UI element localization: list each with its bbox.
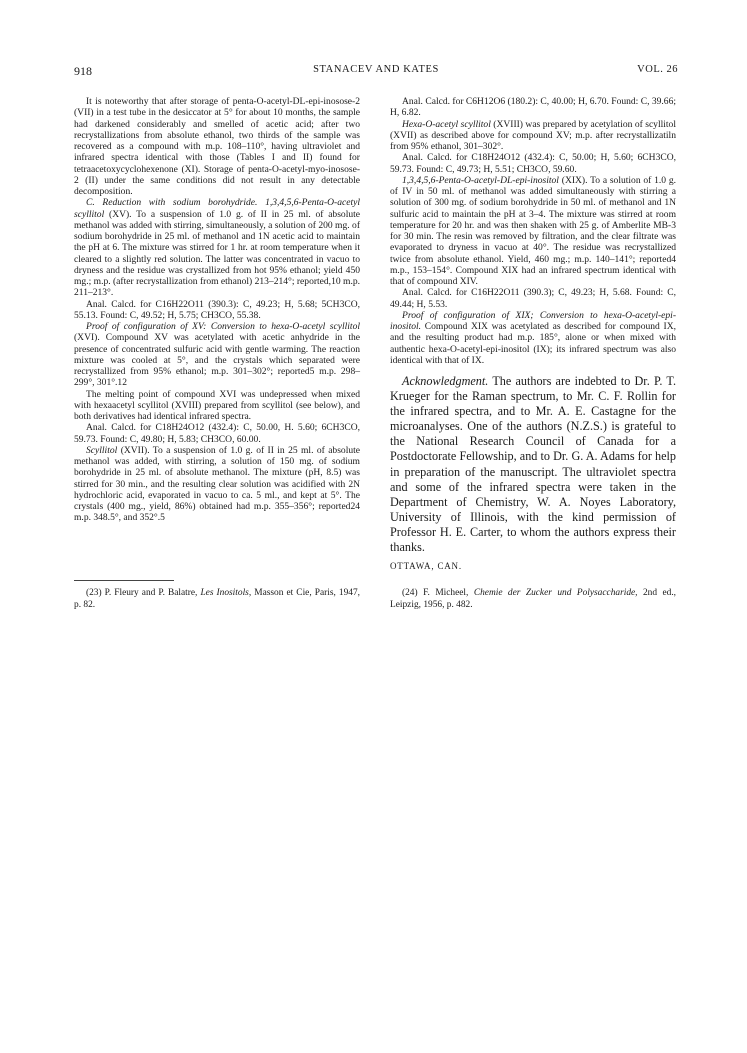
footnote-24: (24) F. Micheel, Chemie der Zucker und Polysaccharide, 2nd ed., Leipzig, 1956, p. 482. xyxy=(390,588,677,610)
paragraph-storage: It is noteworthy that after storage of penta-O-acetyl-DL-epi-inosose-2 (VII) in a test tube in the desiccator at 5° for about 10 months, the sample had darkened considerably and smelled of acetic acid; after two recrystallizations from absolute ethanol, two thirds of the sample was recovered as a compound with m.p. 108–110°, having ultraviolet and infrared spectra identical with those (Tables I and II) found for tetraacetoxycyclohexenone (XI). Storage of penta-O-acetyl-myo-inosose-2 (II) under the same conditions did not result in any detectable decomposition. xyxy=(74,96,360,197)
footnote-rule-left xyxy=(74,580,174,581)
analysis-xviii: Anal. Calcd. for C18H24O12 (432.4): C, 50.00; H, 5.60; 6CH3CO, 59.73. Found: C, 49.73; H, 5.51; CH3CO, 59.60. xyxy=(390,152,676,175)
section-heading: Scyllitol xyxy=(86,444,118,456)
volume-label: VOL. 26 xyxy=(637,64,678,75)
affiliation-place: OTTAWA, CAN. xyxy=(390,561,462,572)
paragraph-hexa-acetyl: Hexa-O-acetyl scyllitol (XVIII) was prepared by acetylation of scyllitol (XVII) as described above for compound XV; m.p. after recrystallizatiln from 95% ethanol, 301–302°. xyxy=(390,118,676,152)
acknowledgment: Acknowledgment. The authors are indebted to Dr. P. T. Krueger for the Raman spectrum, to Mr. C. F. Rollin for the infrared spectra, and to Mr. A. E. Castagne for the microanalyses. One of the authors (N.Z.S.) is grateful to the National Research Council of Canada for a Postdoctorate Fellowship, and to Dr. G. A. Adams for help in preparation of the manuscript. The ultraviolet spectra and some of the infrared spectra were taken in the Department of Chemistry, W. A. Noyes Laboratory, University of Illinois, with the kind permission of Professor H. E. Carter, to whom the authors express their thanks. xyxy=(390,374,676,555)
running-head: STANACEV AND KATES xyxy=(313,64,439,75)
analysis-xv: Anal. Calcd. for C16H22O11 (390.3): C, 49.23; H, 5.68; 5CH3CO, 55.13. Found: C, 49.52; H, 5.75; CH3CO, 55.38. xyxy=(74,298,360,321)
paragraph-penta-epi: 1,3,4,5,6-Penta-O-acetyl-DL-epi-inositol (XIX). To a solution of 1.0 g. of IV in 50 ml. of methanol was added simultaneously with stirring a solution of 300 mg. of sodium borohydride in 50 ml. of methanol and 1N sulfuric acid to maintain the pH at 3–4. The mixture was stirred at room temperature for 20 hr. and was then shaken with 25 g. of Amberlite MB-3 for 30 min. The resin was removed by filtration, and the clear filtrate was evaporated to dryness in vacuo at 40°. The residue was recrystallized twice from absolute ethanol. Yield, 460 mg.; m.p. 140–141°; reported4 m.p., 153–154°. Compound XIX had an infrared spectrum identical with that of compound XIV. xyxy=(390,174,676,287)
left-column xyxy=(74,96,360,524)
paragraph-melting-point: The melting point of compound XVI was undepressed when mixed with hexaacetyl scyllitol (XVIII) prepared from scyllitol (see below), and both derivatives had identical infrared spectra. xyxy=(74,388,360,422)
paragraph-scyllitol: Scyllitol (XVII). To a suspension of 1.0 g. of II in 25 ml. of absolute methanol was added, with stirring, a solution of 150 mg. of sodium borohydride in 25 ml. of absolute methanol. The mixture (pH, 8.5) was stirred for 30 min., and the resulting clear solution was acidified with 2N hydrochloric acid, evaporated in vacuo to ca. 5 ml., and kept at 5°. The crystals (400 mg., yield, 86%) obtained had m.p. 355–356°; reported24 m.p. 348.5°, and 352°.5 xyxy=(74,444,361,524)
paragraph-proof-xix: Proof of configuration of XIX; Conversion to hexa-O-acetyl-epi-inositol. Compound XIX was acetylated as described for compound IX, and the resulting product had m.p. 185°, alone or when mixed with authentic hexa-O-acetyl-epi-inositol (IX); its infrared spectrum was also identical with that of IX. xyxy=(390,309,676,366)
section-heading: Hexa-O-acetyl scyllitol xyxy=(402,118,491,130)
page-number: 918 xyxy=(74,64,92,78)
section-heading: Proof of configuration of XV: Conversion to hexa-O-acetyl scyllitol xyxy=(86,321,360,332)
page-header xyxy=(74,64,678,80)
analysis-xix: Anal. Calcd. for C16H22O11 (390.3); C, 49.23; H, 5.68. Found: C, 49.44; H, 5.53. xyxy=(390,287,676,310)
section-heading: Proof of configuration of XIX; Conversion to hexa-O-acetyl-epi-inositol. xyxy=(390,309,676,332)
paragraph-proof-xv: Proof of configuration of XV: Conversion to hexa-O-acetyl scyllitol (XVI). Compound XV was acetylated with acetic anhydride in the presence of concentrated sulfuric acid with gentle warming. The reaction mixture was cooled at 5°, and the crystals which separated were recrystallized from 95% ethanol; m.p. 301–302°; reported5 m.p. 298–299°, 301°.12 xyxy=(74,321,360,389)
section-heading: C. Reduction with sodium borohydride. 1,3,4,5,6-Penta-O-acetyl scyllitol xyxy=(74,197,360,220)
footnote-23: (23) P. Fleury and P. Balatre, Les Inositols, Masson et Cie, Paris, 1947, p. 82. xyxy=(74,588,360,610)
section-heading: 1,3,4,5,6-Penta-O-acetyl-DL-epi-inositol xyxy=(402,174,559,186)
right-column xyxy=(390,96,676,572)
paragraph-reduction: C. Reduction with sodium borohydride. 1,3,4,5,6-Penta-O-acetyl scyllitol (XV). To a suspension of 1.0 g. of II in 25 ml. of absolute methanol was added with stirring, simultaneously, a solution of 200 mg. of sodium borohydride in 25 ml. of methanol and 1N acetic acid to maintain the pH at 6. The mixture was stirred for 1 hr. at room temperature when it cleared to a slightly red solution. The latter was concentrated in vacuo to dryness and the residue was crystallized from hot 95% ethanol; yield 450 mg.; m.p. (after recrystallization from ethanol) 213–214°; reported,10 m.p. 211–213°. xyxy=(74,197,361,299)
acknowledgment-heading: Acknowledgment. xyxy=(402,374,489,388)
analysis-xvii: Anal. Calcd. for C6H12O6 (180.2): C, 40.00; H, 6.70. Found: C, 39.66; H, 6.82. xyxy=(390,96,676,119)
analysis-xvi: Anal. Calcd. for C18H24O12 (432.4): C, 50.00, H. 5.60; 6CH3CO, 59.73. Found: C, 49.80; H, 5.83; CH3CO, 60.00. xyxy=(74,422,360,445)
